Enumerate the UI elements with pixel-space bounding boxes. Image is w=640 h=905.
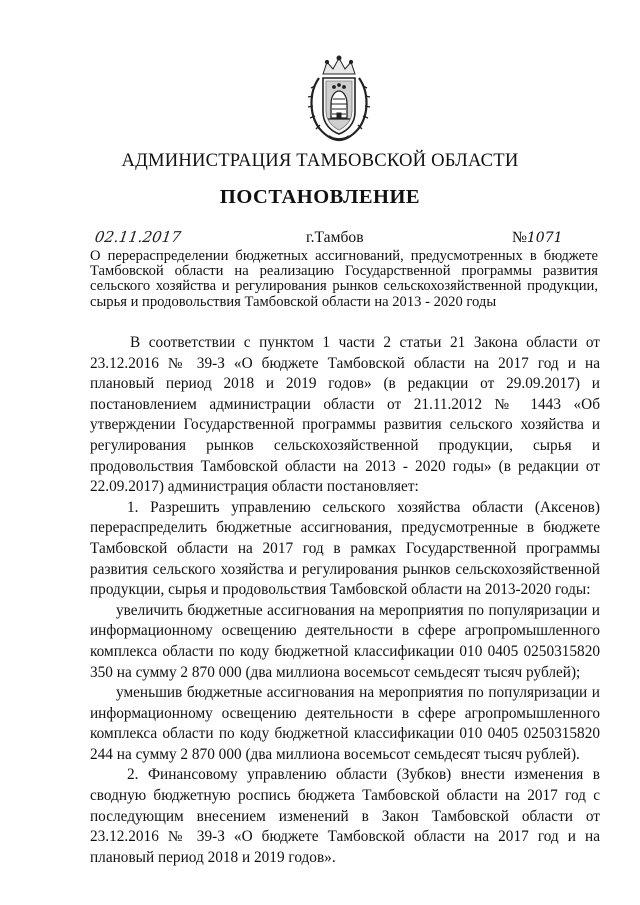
tambov-coat-of-arms-icon: [301, 52, 377, 144]
number-value: 1071: [526, 230, 563, 246]
document-city: г.Тамбов: [306, 229, 364, 246]
item-1-paragraph: 1. Разрешить управлению сельского хозяйства области (Аксенов) перераспределить бюджетные ассигнования, предусмотренные в бюджете Тамбовской области на 2017 год в рамках Государственной программы развития сельского хозяйства и регулирования рынков сельскохозяйственной продукции, сырья и продовольствия Тамбовской области на 2013-2020 годы:: [90, 498, 600, 599]
number-sign: №: [512, 229, 527, 246]
item-1-increase-paragraph: увеличить бюджетные ассигнования на мероприятия по популяризации и информационному освещению деятельности в сфере агропромышленного комплекса области по коду бюджетной классификации 010 0405 0250315820 350 на сумму 2 870 000 (два миллиона восемьсот семьдесят тысяч рублей);: [90, 601, 600, 681]
document-body: [90, 333, 600, 868]
document-subject: О перераспределении бюджетных ассигнований, предусмотренных в бюджете Тамбовской области на реализацию Государственной программы развития сельского хозяйства и регулирования рынков сельскохозяйственной продукции, сырья и продовольствия Тамбовской области на 2013 - 2020 годы: [90, 248, 598, 310]
document-title: ПОСТАНОВЛЕНИЕ: [219, 186, 421, 208]
authority-name: АДМИНИСТРАЦИЯ ТАМБОВСКОЙ ОБЛАСТИ: [121, 150, 519, 171]
item-1-decrease-paragraph: уменьшив бюджетные ассигнования на мероприятия по популяризации и информационному освещению деятельности в сфере агропромышленного комплекса области по коду бюджетной классификации 010 0405 0250315820 244 на сумму 2 870 000 (два миллиона восемьсот семьдесят тысяч рублей).: [90, 684, 600, 763]
preamble-paragraph: В соответствии с пунктом 1 части 2 статьи 21 Закона области от 23.12.2016 № 39-З «О бюджете Тамбовской области на 2017 год и на плановый период 2018 и 2019 годов» (в редакции от 29.09.2017) и постановлением администрации области от 21.11.2012 № 1443 «Об утверждении Государственной программы развития сельского хозяйства и регулирования рынков сельскохозяйственной продукции, сырья и продовольствия Тамбовской области на 2013 - 2020 годы» (в редакции от 22.09.2017) администрация области постановляет:: [90, 334, 600, 496]
item-2-paragraph: 2. Финансовому управлению области (Зубков) внести изменения в сводную бюджетную роспись бюджета Тамбовской области на 2017 год с последующим внесением изменений в Закон Тамбовской области от 23.12.2016 № 39-З «О бюджете Тамбовской области на 2017 год и на плановый период 2018 и 2019 годов».: [90, 766, 600, 866]
document-date: 02.11.2017: [93, 228, 183, 246]
document-number: [512, 229, 563, 247]
